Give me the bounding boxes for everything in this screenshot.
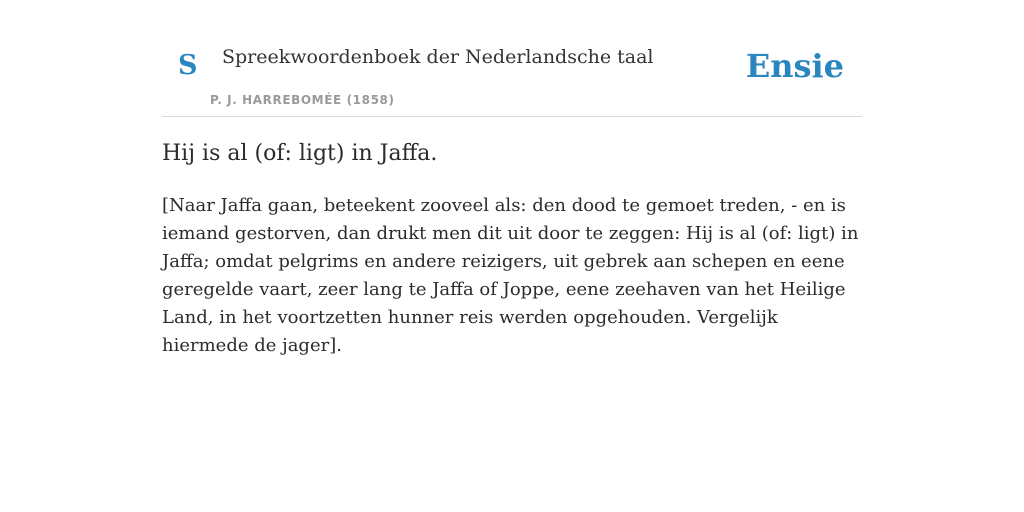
entry-title: Hij is al (of: ligt) in Jaffa.	[162, 141, 438, 166]
ensie-logo[interactable]: Ensie	[745, 47, 844, 85]
dictionary-header	[162, 0, 862, 117]
letter-index-link[interactable]: S	[178, 50, 198, 81]
entry-body: [Naar Jaffa gaan, beteekent zooveel als: den dood te gemoet treden, - en is iemand gestorven, dan drukt men dit uit door te zeggen: Hij is al (of: ligt) in Jaffa; omdat pelgrims en andere reizigers, uit gebrek aan schepen en eene geregelde vaart, zeer lang te Jaffa of Joppe, eene zeehaven van het Heilige Land, in het voortzetten hunner reis werden opgehouden. Vergelijk hiermede de jager].	[162, 195, 859, 356]
dictionary-title[interactable]: Spreekwoordenboek der Nederlandsche taal	[222, 46, 654, 68]
dictionary-author: P. J. HARREBOMÉE (1858)	[210, 93, 395, 107]
